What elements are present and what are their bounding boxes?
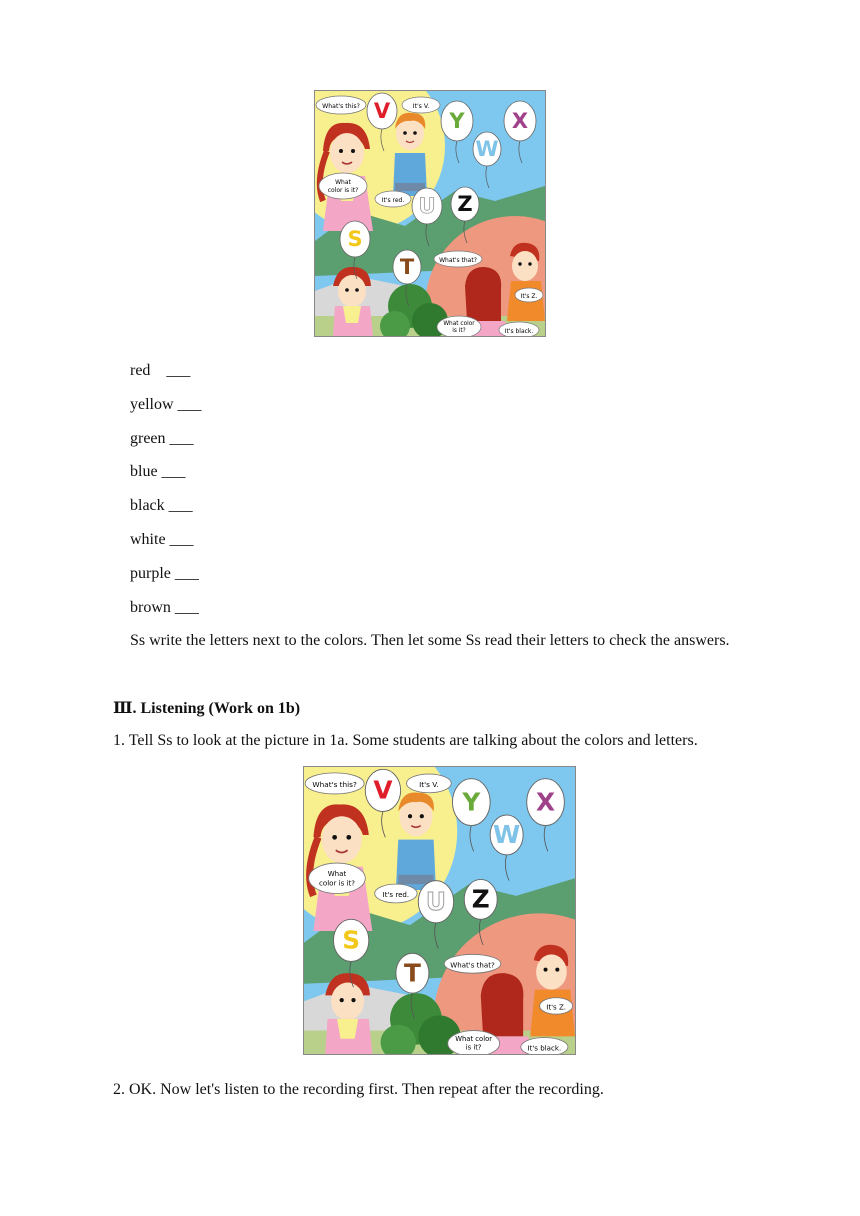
balloon-letter: T xyxy=(403,958,421,988)
color-item-red: red ___ xyxy=(130,362,191,379)
color-item-blue: blue ___ xyxy=(130,463,186,480)
speech-text: It's Z. xyxy=(520,293,538,300)
speech-text: What color xyxy=(443,321,475,327)
balloon-letter: S xyxy=(347,227,363,251)
speech-text: What's that? xyxy=(450,960,495,970)
balloon-letter: X xyxy=(511,109,529,133)
comic-illustration-1 xyxy=(314,90,546,337)
balloon-letter: S xyxy=(342,925,361,955)
speech-text: What xyxy=(327,868,347,878)
section-numeral: Ⅲ xyxy=(113,700,133,717)
step-2: 2. OK. Now let's listen to the recording first. Then repeat after the recording. xyxy=(113,1081,604,1098)
speech-text: is it? xyxy=(452,328,466,334)
color-item-yellow: yellow ___ xyxy=(130,396,202,413)
color-item-purple: purple ___ xyxy=(130,565,199,582)
balloon-letter: T xyxy=(399,255,415,279)
step-1: 1. Tell Ss to look at the picture in 1a. Some students are talking about the colors and letters. xyxy=(113,732,698,749)
speech-text: It's black. xyxy=(527,1043,562,1053)
color-item-green: green ___ xyxy=(130,430,194,447)
balloon-letter: Y xyxy=(449,109,465,133)
color-item-brown: brown ___ xyxy=(130,599,199,616)
balloon-letter: V xyxy=(373,775,393,805)
comic-illustration-2 xyxy=(303,766,576,1055)
balloon-letter: V xyxy=(373,99,391,123)
balloon-letter: W xyxy=(475,137,499,161)
speech-text: What xyxy=(335,179,351,186)
speech-text: color is it? xyxy=(319,878,355,888)
speech-text: color is it? xyxy=(327,187,359,194)
balloon-letter: Z xyxy=(471,884,490,914)
speech-text: What's this? xyxy=(322,103,360,110)
speech-text: What's that? xyxy=(439,257,477,264)
balloon-letter: X xyxy=(536,787,556,817)
balloon-letter: U xyxy=(425,886,447,916)
section-heading xyxy=(113,698,300,718)
speech-text: It's red. xyxy=(382,890,410,900)
balloon-letter: Y xyxy=(462,787,481,817)
speech-text: It's Z. xyxy=(546,1002,567,1012)
boy-top xyxy=(393,113,427,196)
comic-svg xyxy=(315,91,545,336)
speech-text: What's this? xyxy=(312,779,357,789)
speech-text: It's V. xyxy=(412,103,430,110)
speech-text: It's black. xyxy=(504,328,534,335)
speech-text: What color xyxy=(455,1035,493,1044)
boy-top xyxy=(396,793,436,890)
speech-text: It's V. xyxy=(419,779,439,789)
speech-text: is it? xyxy=(465,1043,482,1052)
color-item-black: black ___ xyxy=(130,497,193,514)
section-title: . Listening (Work on 1b) xyxy=(132,700,301,717)
balloon-letter: Z xyxy=(457,192,473,216)
balloon-letter: W xyxy=(493,820,521,850)
instruction-paragraph: Ss write the letters next to the colors. Then let some Ss read their letters to check the answers. xyxy=(130,632,730,649)
speech-text: It's red. xyxy=(381,197,405,204)
comic-svg xyxy=(304,767,575,1054)
color-item-white: white ___ xyxy=(130,531,194,548)
balloon-letter: U xyxy=(418,194,436,218)
